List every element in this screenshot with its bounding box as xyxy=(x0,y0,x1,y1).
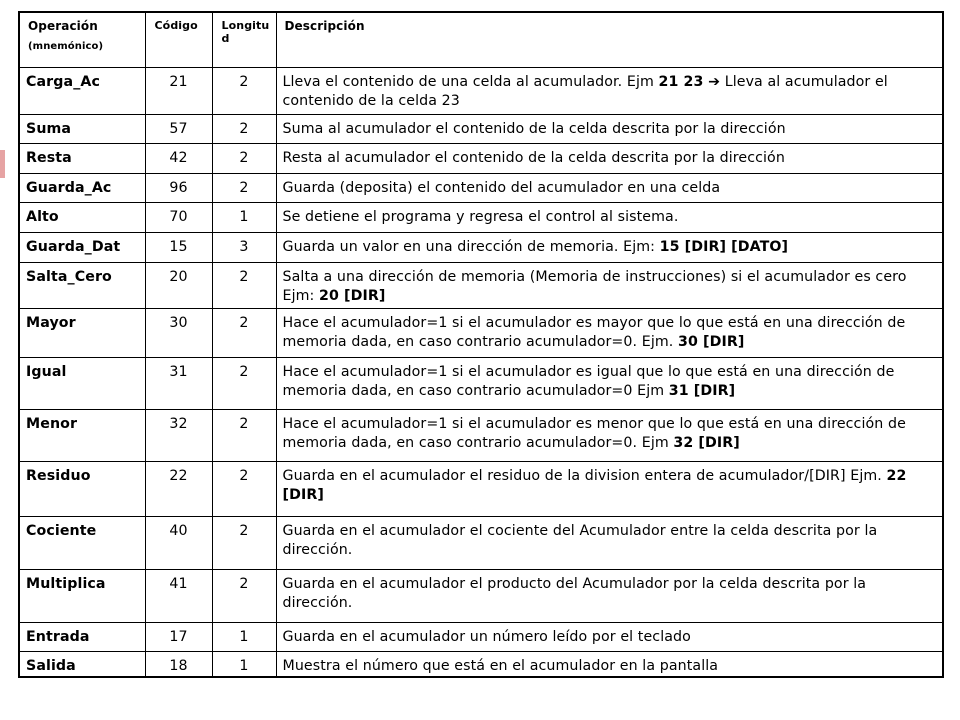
length-cell: 1 xyxy=(212,622,276,651)
description-cell xyxy=(276,409,943,461)
length-cell: 2 xyxy=(212,143,276,173)
table-row xyxy=(19,143,943,173)
operation-cell: Guarda_Ac xyxy=(19,173,145,202)
code-cell: 42 xyxy=(145,143,212,173)
table-body xyxy=(19,67,943,677)
description-text: Suma al acumulador el contenido de la celda descrita por la dirección xyxy=(282,120,786,137)
operation-cell: Suma xyxy=(19,114,145,143)
code-cell: 96 xyxy=(145,173,212,202)
length-cell: 2 xyxy=(212,262,276,308)
table-row xyxy=(19,357,943,409)
header-length: Longitud xyxy=(212,12,276,67)
description-text: Se detiene el programa y regresa el control al sistema. xyxy=(282,208,679,225)
code-cell: 30 xyxy=(145,308,212,357)
operation-cell: Alto xyxy=(19,202,145,232)
description-cell xyxy=(276,202,943,232)
description-text: Hace el acumulador=1 si el acumulador es menor que lo que está en una dirección de memoria dada, en caso contrario acumulador=0. Ejm xyxy=(282,415,906,451)
code-cell: 22 xyxy=(145,461,212,516)
length-cell: 2 xyxy=(212,409,276,461)
length-cell: 2 xyxy=(212,461,276,516)
header-code: Código xyxy=(145,12,212,67)
description-cell xyxy=(276,232,943,262)
description-text: Salta a una dirección de memoria (Memoria de instrucciones) si el acumulador es cero Ejm: xyxy=(282,268,907,304)
description-cell xyxy=(276,308,943,357)
length-cell: 1 xyxy=(212,202,276,232)
table-row xyxy=(19,622,943,651)
code-cell: 17 xyxy=(145,622,212,651)
operation-cell: Multiplica xyxy=(19,569,145,622)
length-cell: 2 xyxy=(212,67,276,114)
operation-cell: Carga_Ac xyxy=(19,67,145,114)
description-text: Lleva el contenido de una celda al acumulador. Ejm xyxy=(282,73,659,90)
description-text: Muestra el número que está en el acumulador en la pantalla xyxy=(282,657,719,674)
table-row xyxy=(19,569,943,622)
table-row xyxy=(19,114,943,143)
description-cell xyxy=(276,114,943,143)
description-example: 15 [DIR] [DATO] xyxy=(659,238,789,255)
description-cell xyxy=(276,622,943,651)
operation-cell: Guarda_Dat xyxy=(19,232,145,262)
operation-cell: Entrada xyxy=(19,622,145,651)
decorative-accent-mark xyxy=(0,150,5,178)
description-text: Guarda (deposita) el contenido del acumulador en una celda xyxy=(282,179,721,196)
description-text: Guarda un valor en una dirección de memoria. Ejm: xyxy=(282,238,660,255)
table-row xyxy=(19,232,943,262)
table-row xyxy=(19,461,943,516)
length-cell: 2 xyxy=(212,569,276,622)
table-row xyxy=(19,67,943,114)
description-example: 30 [DIR] xyxy=(678,333,745,350)
description-cell xyxy=(276,67,943,114)
description-text: Guarda en el acumulador el producto del Acumulador por la celda descrita por la dirección. xyxy=(282,575,867,611)
description-text: Hace el acumulador=1 si el acumulador es mayor que lo que está en una dirección de memoria dada, en caso contrario acumulador=0. Ejm. xyxy=(282,314,906,350)
description-text: Guarda en el acumulador el residuo de la division entera de acumulador/[DIR] Ejm. xyxy=(282,467,887,484)
code-cell: 32 xyxy=(145,409,212,461)
operation-cell: Salta_Cero xyxy=(19,262,145,308)
header-operation-label: Operación xyxy=(28,19,98,33)
code-cell: 41 xyxy=(145,569,212,622)
length-cell: 1 xyxy=(212,651,276,677)
operation-cell: Mayor xyxy=(19,308,145,357)
code-cell: 40 xyxy=(145,516,212,569)
table-row xyxy=(19,173,943,202)
code-cell: 15 xyxy=(145,232,212,262)
header-description: Descripción xyxy=(276,12,943,67)
operation-cell: Residuo xyxy=(19,461,145,516)
operation-cell: Cociente xyxy=(19,516,145,569)
code-cell: 70 xyxy=(145,202,212,232)
description-cell xyxy=(276,262,943,308)
description-example: ➔ xyxy=(708,73,721,90)
description-example: 22 [DIR] xyxy=(282,467,907,503)
description-text: Guarda en el acumulador el cociente del Acumulador entre la celda descrita por la dirección. xyxy=(282,522,878,558)
instruction-table xyxy=(18,11,944,678)
table-row xyxy=(19,202,943,232)
description-example: 31 [DIR] xyxy=(668,382,736,399)
description-text: Lleva al acumulador el contenido de la celda 23 xyxy=(282,73,888,109)
description-cell xyxy=(276,357,943,409)
description-cell xyxy=(276,173,943,202)
description-cell xyxy=(276,143,943,173)
table-row xyxy=(19,516,943,569)
description-example: 20 [DIR] xyxy=(319,287,386,304)
code-cell: 57 xyxy=(145,114,212,143)
table-row xyxy=(19,651,943,677)
table-row xyxy=(19,262,943,308)
length-cell: 2 xyxy=(212,114,276,143)
code-cell: 21 xyxy=(145,67,212,114)
description-example: 32 [DIR] xyxy=(673,434,740,451)
length-cell: 3 xyxy=(212,232,276,262)
length-cell: 2 xyxy=(212,173,276,202)
table-row xyxy=(19,308,943,357)
description-cell xyxy=(276,569,943,622)
description-example: 21 23 xyxy=(658,73,704,90)
code-cell: 18 xyxy=(145,651,212,677)
operation-cell: Salida xyxy=(19,651,145,677)
header-row xyxy=(19,12,943,67)
header-operation xyxy=(19,12,145,67)
operation-cell: Igual xyxy=(19,357,145,409)
header-operation-sublabel: (mnemónico) xyxy=(28,41,104,52)
operation-cell: Menor xyxy=(19,409,145,461)
length-cell: 2 xyxy=(212,516,276,569)
operation-cell: Resta xyxy=(19,143,145,173)
length-cell: 2 xyxy=(212,357,276,409)
description-cell xyxy=(276,651,943,677)
code-cell: 31 xyxy=(145,357,212,409)
description-cell xyxy=(276,461,943,516)
description-text: Hace el acumulador=1 si el acumulador es igual que lo que está en una dirección de memoria dada, en caso contrario acumulador=0 Ejm xyxy=(282,363,895,399)
table-row xyxy=(19,409,943,461)
description-text: Guarda en el acumulador un número leído por el teclado xyxy=(282,628,691,645)
code-cell: 20 xyxy=(145,262,212,308)
description-cell xyxy=(276,516,943,569)
description-text: Resta al acumulador el contenido de la celda descrita por la dirección xyxy=(282,149,785,166)
length-cell: 2 xyxy=(212,308,276,357)
